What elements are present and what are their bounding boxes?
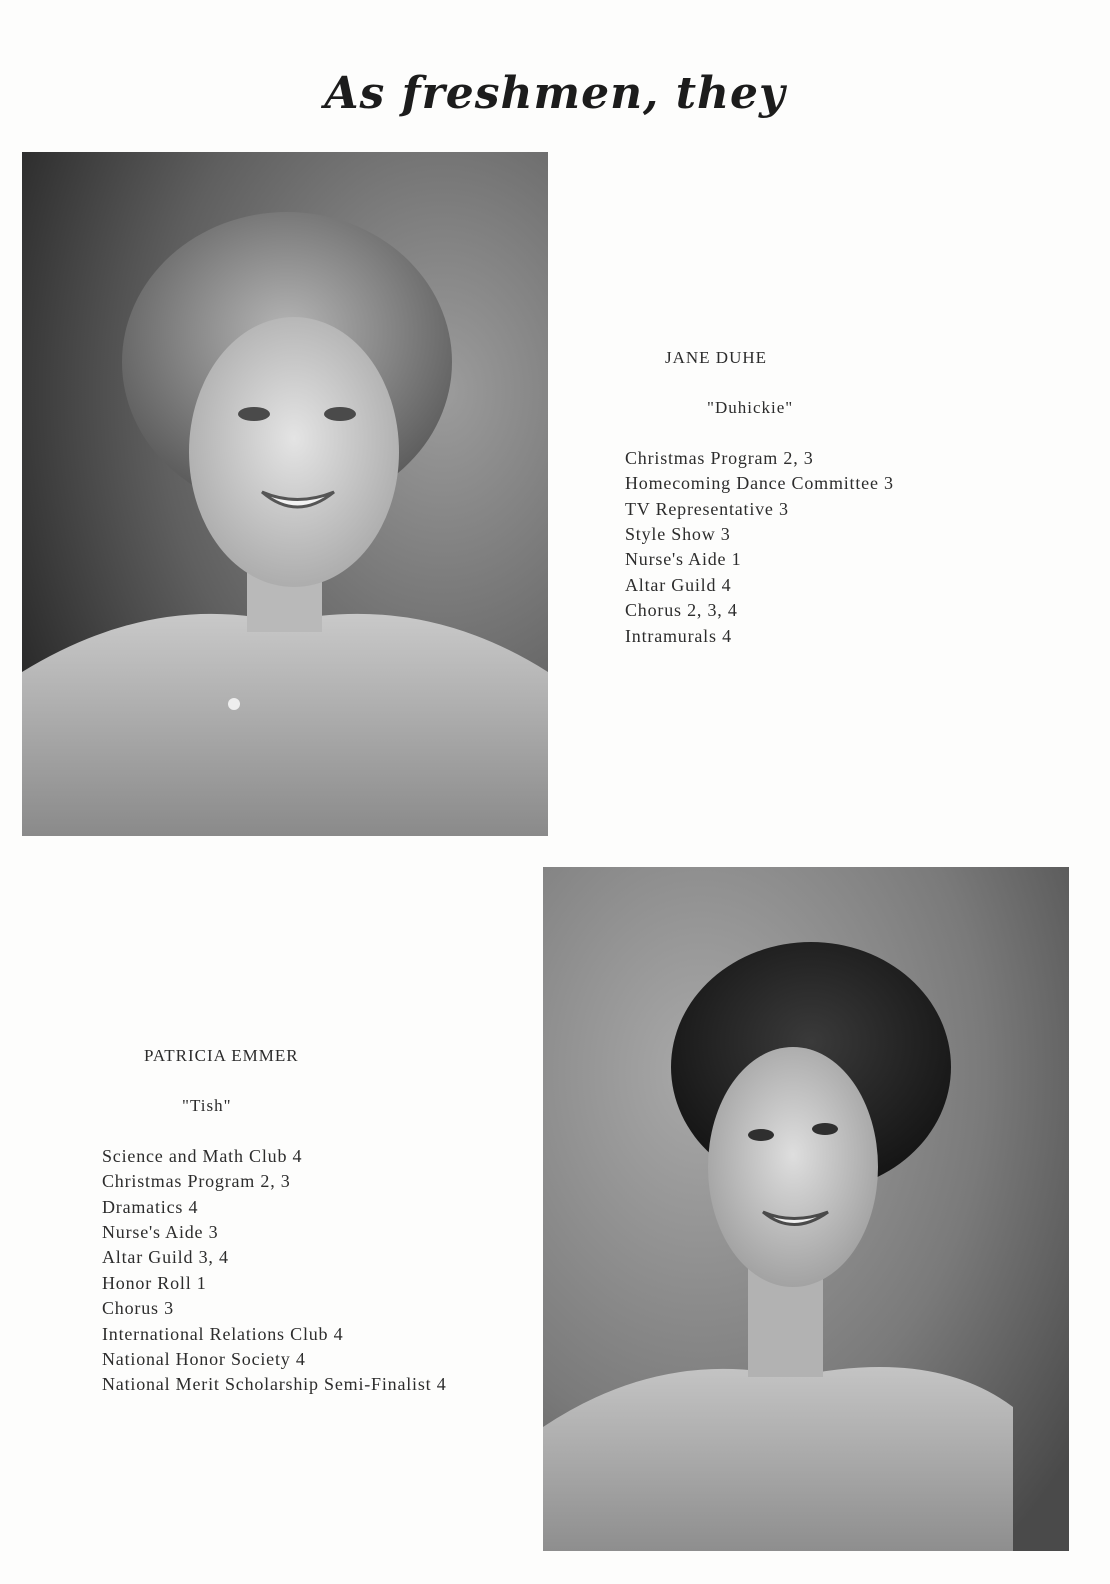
activity-item: Dramatics 4 <box>102 1196 199 1217</box>
activity-item: National Honor Society 4 <box>102 1349 306 1370</box>
page-heading: As freshmen, they <box>324 68 786 119</box>
activity-item: Altar Guild 4 <box>625 574 732 595</box>
student-portrait-photo <box>543 867 1069 1551</box>
student-bio-block <box>625 345 894 649</box>
activity-item: Altar Guild 3, 4 <box>102 1247 229 1268</box>
student-name: JANE DUHE <box>665 348 768 367</box>
student-portrait-photo <box>22 152 548 836</box>
activity-item: Nurse's Aide 3 <box>102 1222 219 1243</box>
student-name: PATRICIA EMMER <box>144 1046 299 1065</box>
activity-item: Homecoming Dance Committee 3 <box>625 473 894 494</box>
activity-item: National Merit Scholarship Semi-Finalist 4 <box>102 1374 447 1395</box>
activities-list <box>102 1144 447 1398</box>
activity-item: Style Show 3 <box>625 524 731 545</box>
activity-item: Science and Math Club 4 <box>102 1145 303 1166</box>
activity-item: Chorus 2, 3, 4 <box>625 600 738 621</box>
activity-item: Christmas Program 2, 3 <box>102 1171 291 1192</box>
student-nickname: "Duhickie" <box>707 398 794 418</box>
activity-item: Intramurals 4 <box>625 625 732 646</box>
activity-item: Christmas Program 2, 3 <box>625 447 814 468</box>
activity-item: Honor Roll 1 <box>102 1272 207 1293</box>
activity-item: TV Representative 3 <box>625 498 789 519</box>
activity-item: Chorus 3 <box>102 1298 174 1319</box>
student-bio-block <box>102 1043 447 1398</box>
activity-item: Nurse's Aide 1 <box>625 549 742 570</box>
activity-item: International Relations Club 4 <box>102 1323 344 1344</box>
student-nickname: "Tish" <box>182 1096 232 1116</box>
activities-list <box>625 446 894 649</box>
